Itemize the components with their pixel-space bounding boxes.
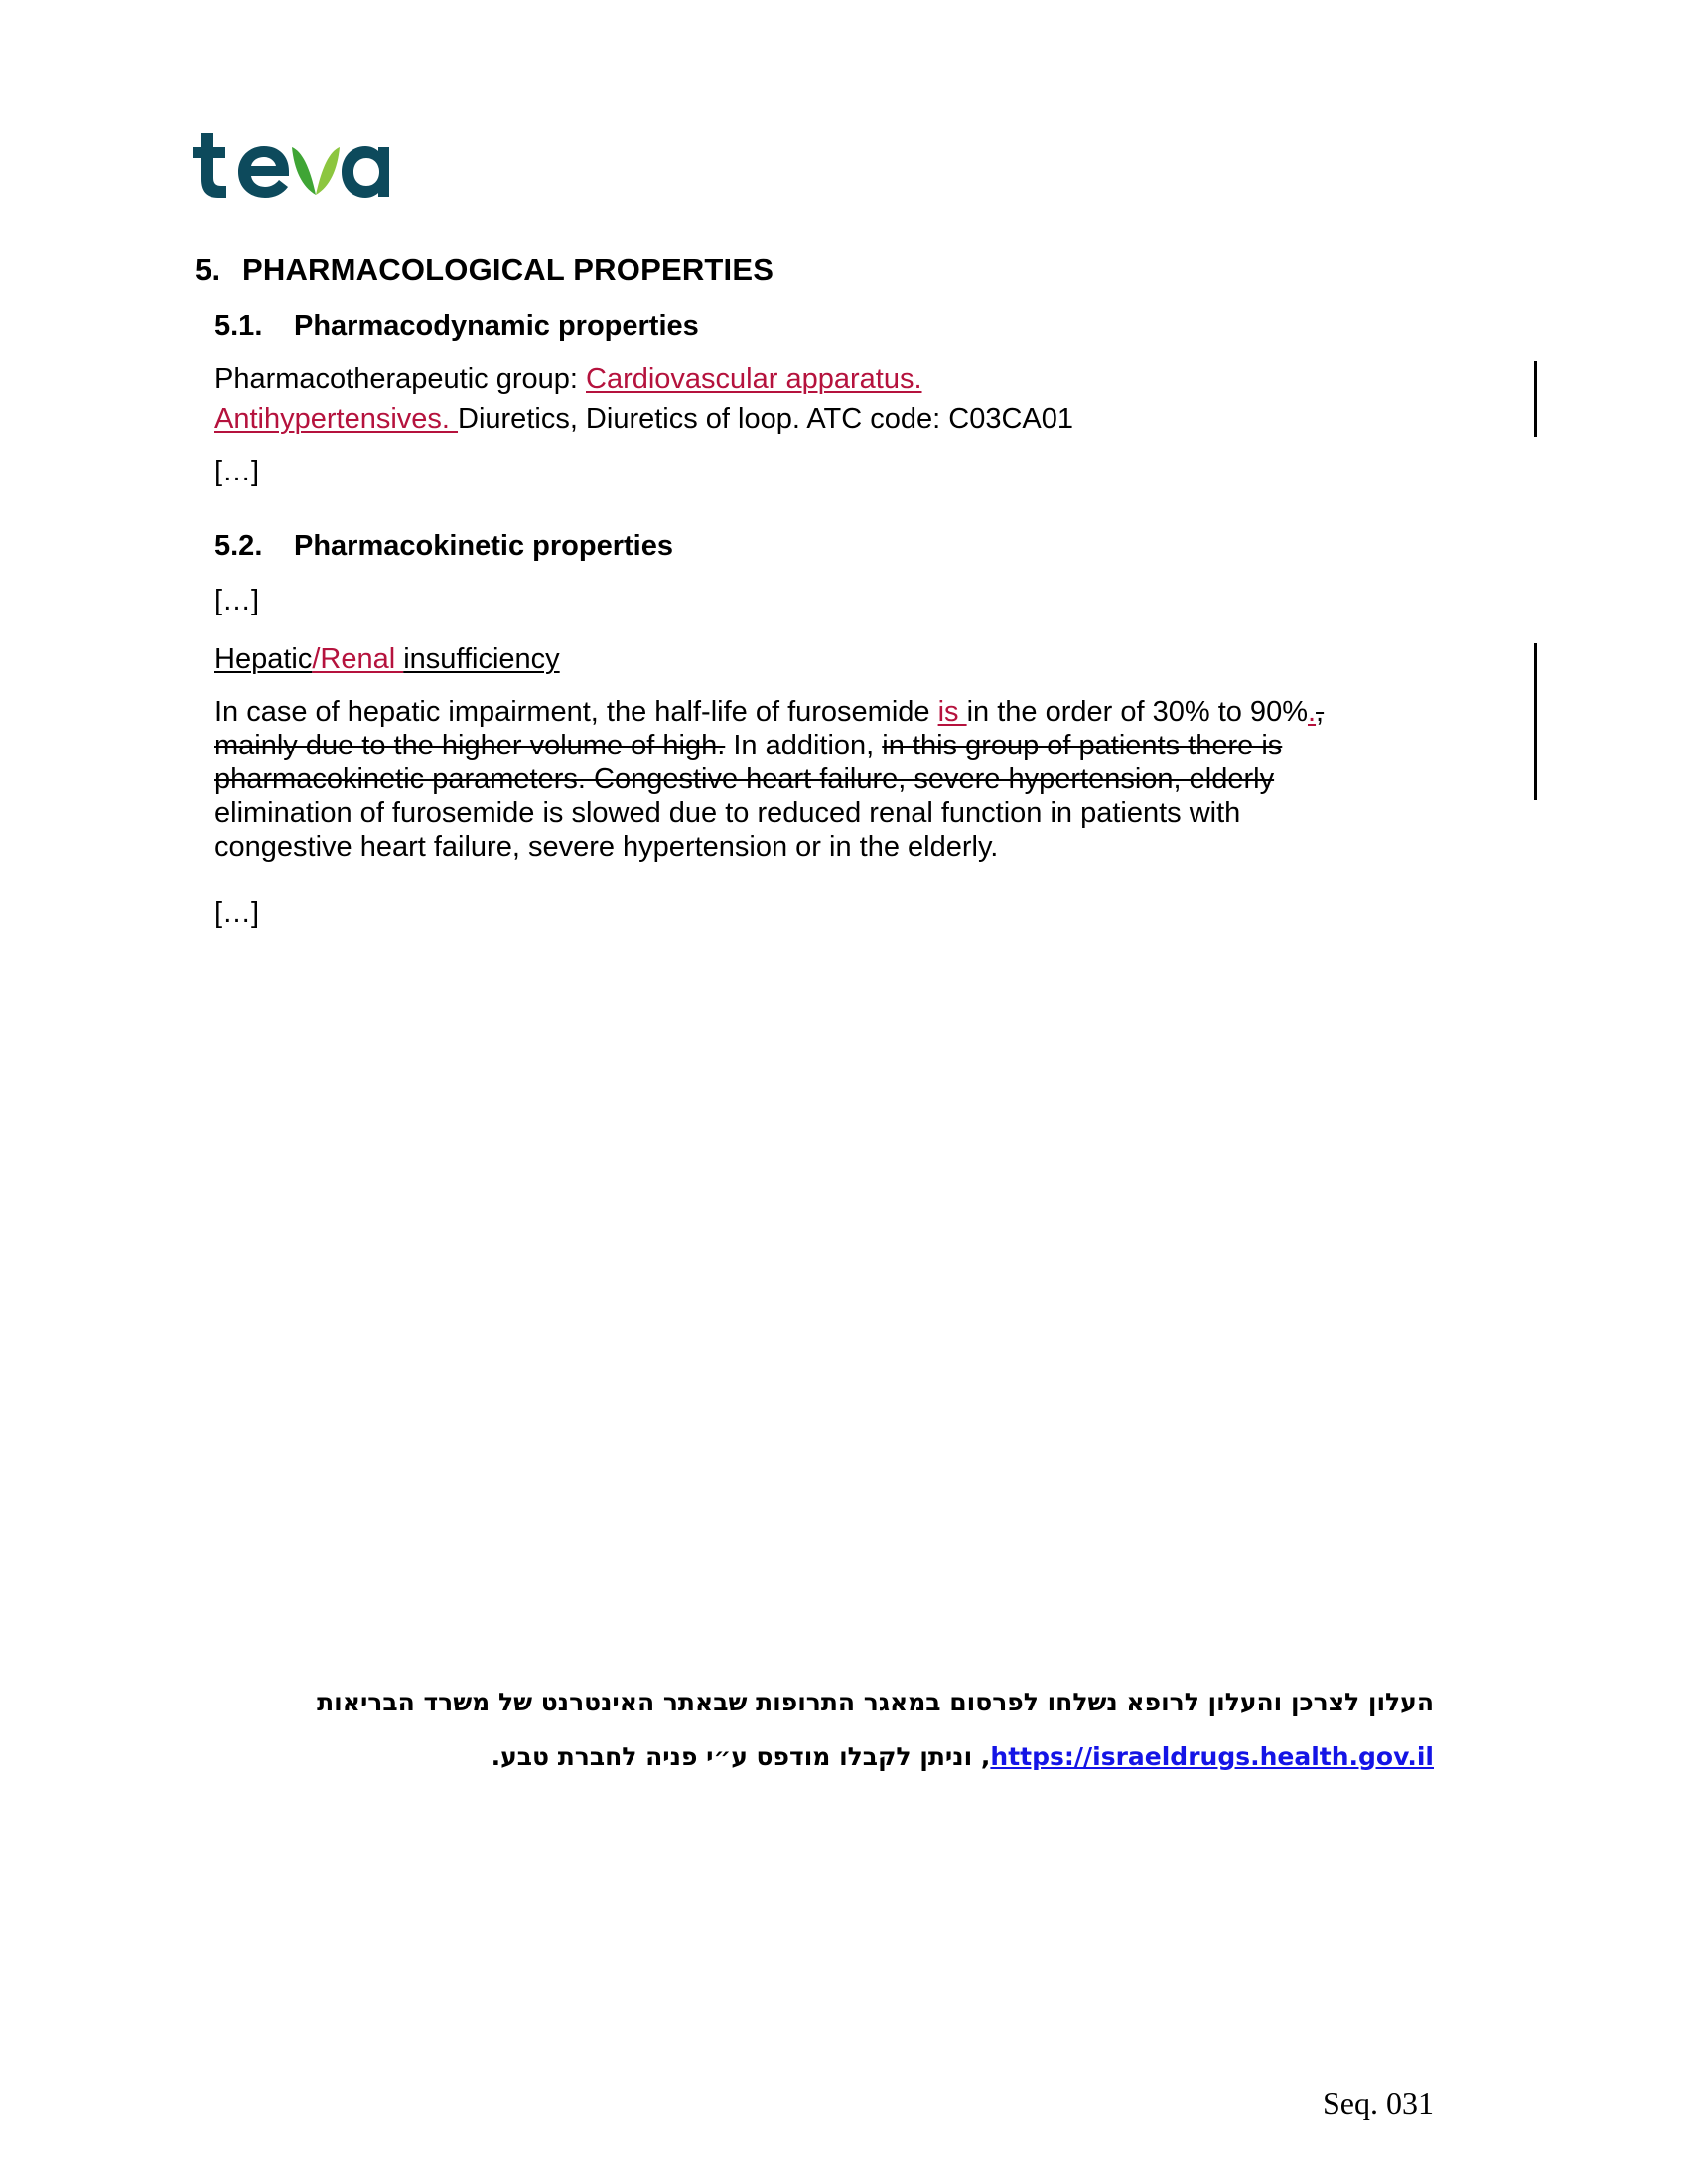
ellipsis: […]	[214, 897, 260, 929]
hepatic-heading-part: Hepatic	[214, 643, 313, 675]
paragraph-text: in the order of 30% to 90%	[966, 696, 1308, 728]
subsection-title: Pharmacodynamic properties	[294, 310, 699, 341]
subsection-number: 5.2.	[214, 530, 263, 562]
paragraph-text: In addition,	[725, 730, 883, 761]
ellipsis: […]	[214, 585, 260, 616]
hebrew-notice-line-1: העלון לצרכן והעלון לרופא נשלחו לפרסום במאגר התרופות שבאתר האינטרנט של משרד הבריאות	[317, 1688, 1434, 1716]
hepatic-paragraph-line-5: congestive heart failure, severe hypertension or in the elderly.	[214, 831, 999, 863]
subsection-number: 5.1.	[214, 310, 263, 341]
subsection-5-1-heading	[214, 310, 699, 342]
hepatic-paragraph-line-2	[214, 729, 1282, 762]
israeldrugs-link[interactable]: https://israeldrugs.health.gov.il	[990, 1742, 1434, 1771]
section-title: PHARMACOLOGICAL PROPERTIES	[242, 252, 774, 287]
inserted-text: Cardiovascular apparatus.	[586, 363, 922, 395]
subsection-5-2-heading	[214, 530, 673, 563]
deleted-text: mainly due to the higher volume of high.	[214, 730, 726, 761]
inserted-text: /Renal	[312, 643, 404, 675]
hebrew-notice-rest: , וניתן לקבלו מודפס ע״י פניה לחברת טבע.	[491, 1742, 991, 1771]
deleted-text: pharmacokinetic parameters. Congestive heart failure, severe hypertension, elderly	[214, 763, 1275, 795]
inserted-text: .	[1307, 696, 1317, 728]
inserted-text: Antihypertensives.	[214, 403, 459, 435]
hepatic-paragraph-line-3	[214, 762, 1274, 796]
sequence-number: Seq. 031	[1323, 2085, 1434, 2120]
pharmacotherapeutic-group-line-1	[214, 359, 922, 399]
group-label: Pharmacotherapeutic group:	[214, 363, 586, 395]
inserted-text: is	[937, 696, 967, 728]
pharmacotherapeutic-group-line-2	[214, 399, 1073, 439]
change-bar	[1534, 361, 1537, 437]
hepatic-paragraph-line-4: elimination of furosemide is slowed due to reduced renal function in patients with	[214, 797, 1241, 829]
teva-logo	[191, 129, 389, 203]
hepatic-heading	[214, 639, 560, 679]
section-number: 5.	[195, 252, 221, 287]
ellipsis: […]	[214, 456, 260, 487]
paragraph-text: In case of hepatic impairment, the half-life of furosemide	[214, 696, 938, 728]
hebrew-notice-line-2	[492, 1742, 1434, 1771]
deleted-text: in this group of patients there is	[882, 730, 1283, 761]
subsection-title: Pharmacokinetic properties	[294, 530, 673, 562]
hepatic-heading-part: insufficiency	[403, 643, 560, 675]
group-rest: Diuretics, Diuretics of loop. ATC code: C03CA01	[458, 403, 1074, 435]
change-bar	[1534, 643, 1537, 800]
deleted-text: ,	[1316, 696, 1325, 728]
hepatic-paragraph-line-1	[214, 695, 1324, 729]
section-5-heading	[195, 252, 774, 288]
